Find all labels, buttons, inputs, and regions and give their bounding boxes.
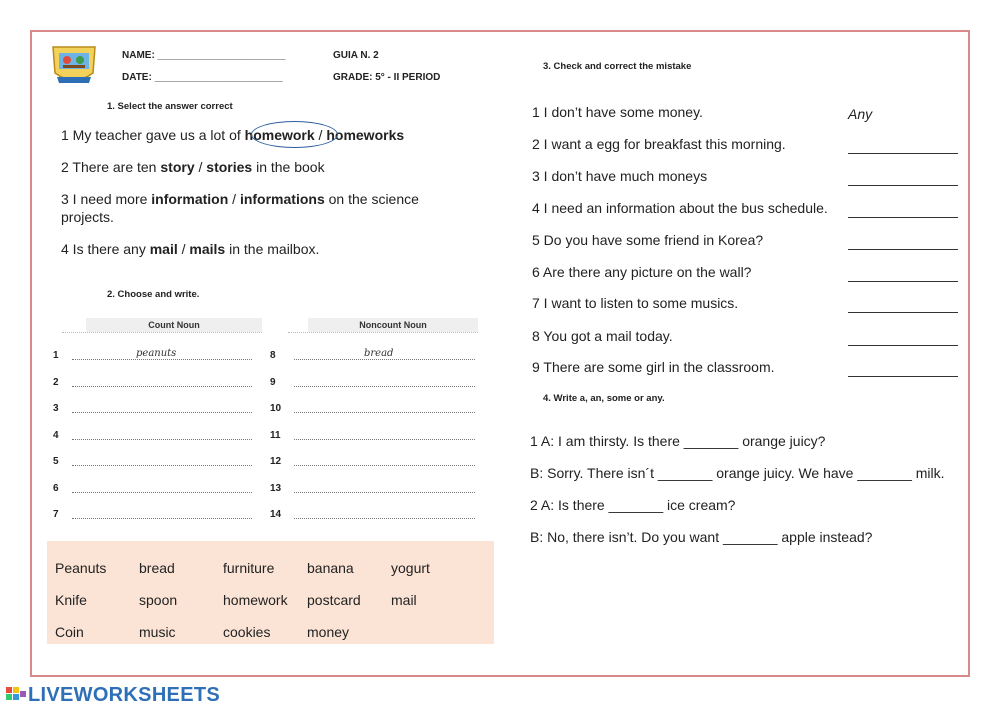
count-noun-answer-line[interactable] (72, 492, 252, 493)
count-row-number: 2 (53, 377, 59, 388)
section1-title: 1. Select the answer correct (107, 101, 233, 112)
count-noun-answer-line[interactable] (72, 465, 252, 466)
correction-answer-line[interactable] (848, 376, 958, 377)
word-bank-item: yogurt (391, 560, 430, 576)
question-4: 4 Is there any mail / mails in the mailbox. (61, 241, 320, 257)
section3-title: 3. Check and correct the mistake (543, 61, 692, 72)
noncount-noun-answer-line[interactable] (294, 518, 475, 519)
liveworksheets-icon (6, 687, 28, 703)
grade-label: GRADE: 5° - II PERIOD (333, 72, 441, 83)
word-bank-item: money (307, 624, 350, 640)
section4-title: 4. Write a, an, some or any. (543, 393, 665, 404)
count-header-rule (62, 332, 262, 333)
correction-answer-line[interactable] (848, 217, 958, 218)
noncount-noun-answer-line[interactable] (294, 492, 475, 493)
word-bank-item: spoon (139, 592, 178, 608)
count-row-number: 1 (53, 350, 59, 361)
word-bank-item: postcard (307, 592, 361, 608)
name-field: NAME: _______________________ (122, 50, 286, 61)
noncount-row-number: 8 (270, 350, 276, 361)
noncount-row-number: 13 (270, 483, 282, 494)
word-bank-item: homework (223, 592, 288, 608)
word-bank-item: bread (139, 560, 175, 576)
correction-answer-line[interactable] (848, 345, 958, 346)
dialogue-line-2[interactable]: B: Sorry. There isn´t _______ orange juicy. We have _______ milk. (530, 465, 945, 481)
count-noun-answer-line[interactable] (72, 386, 252, 387)
word-bank-item: Coin (55, 624, 84, 640)
liveworksheets-logo (6, 684, 220, 707)
option-informations[interactable]: informations (239, 191, 325, 207)
noncount-row-number: 12 (270, 456, 282, 467)
word-bank-item: mail (391, 592, 417, 608)
noncount-noun-answer-line[interactable] (294, 386, 475, 387)
noncount-header-rule (288, 332, 478, 333)
mistake-sentence: 2 I want a egg for breakfast this morning. (532, 136, 786, 152)
word-bank-item: cookies (223, 624, 271, 640)
word-bank-item: music (139, 624, 176, 640)
correction-answer-line[interactable] (848, 153, 958, 154)
option-information[interactable]: information (151, 191, 229, 207)
correction-answer-line[interactable] (848, 281, 958, 282)
mistake-sentence: 7 I want to listen to some musics. (532, 295, 739, 311)
mistake-sentence: 8 You got a mail today. (532, 328, 673, 344)
noncount-noun-header: Noncount Noun (308, 318, 478, 332)
handwritten-bread: bread (364, 348, 394, 359)
noncount-row-number: 11 (270, 430, 281, 441)
option-story[interactable]: story (160, 159, 195, 175)
mistake-sentence: 4 I need an information about the bus schedule. (532, 200, 828, 216)
count-noun-header: Count Noun (86, 318, 262, 332)
question-1: 1 My teacher gave us a lot of homework / homeworks (61, 127, 405, 143)
selection-circle (251, 121, 338, 148)
question-3: 3 I need more information / informations on the science (61, 191, 419, 207)
count-row-number: 7 (53, 509, 59, 520)
noncount-noun-answer-line[interactable] (294, 359, 475, 360)
word-bank-item: Peanuts (55, 560, 107, 576)
word-bank-item: furniture (223, 560, 275, 576)
word-bank-item: Knife (55, 592, 87, 608)
guia-number: GUIA N. 2 (333, 50, 379, 61)
noncount-noun-answer-line[interactable] (294, 465, 475, 466)
mistake-sentence: 6 Are there any picture on the wall? (532, 264, 752, 280)
option-homeworks[interactable]: homeworks (326, 127, 405, 143)
question-2: 2 There are ten story / stories in the book (61, 159, 325, 175)
mistake-sentence: 1 I don’t have some money. (532, 104, 703, 120)
date-field: DATE: _______________________ (122, 72, 283, 83)
noncount-noun-answer-line[interactable] (294, 439, 475, 440)
option-homework[interactable]: homework (244, 127, 315, 143)
option-mail[interactable]: mail (149, 241, 178, 257)
count-noun-answer-line[interactable] (72, 518, 252, 519)
option-stories[interactable]: stories (206, 159, 253, 175)
count-row-number: 4 (53, 430, 59, 441)
handwritten-peanuts: peanuts (136, 348, 177, 359)
mistake-sentence: 3 I don’t have much moneys (532, 168, 708, 184)
noncount-row-number: 9 (270, 377, 276, 388)
count-noun-answer-line[interactable] (72, 412, 252, 413)
correction-answer-line[interactable] (848, 249, 958, 250)
option-mails[interactable]: mails (189, 241, 226, 257)
school-logo (49, 41, 99, 89)
count-row-number: 5 (53, 456, 59, 467)
mistake-sentence: 9 There are some girl in the classroom. (532, 359, 775, 375)
mistake-sentence: 5 Do you have some friend in Korea? (532, 232, 764, 248)
count-row-number: 3 (53, 403, 59, 414)
dialogue-line-4[interactable]: B: No, there isn’t. Do you want _______ apple instead? (530, 529, 873, 545)
word-bank-item: banana (307, 560, 354, 576)
dialogue-line-1[interactable]: 1 A: I am thirsty. Is there _______ orange juicy? (530, 433, 826, 449)
dialogue-line-3[interactable]: 2 A: Is there _______ ice cream? (530, 497, 736, 513)
section2-title: 2. Choose and write. (107, 289, 200, 300)
correction-answer-line[interactable] (848, 185, 958, 186)
liveworksheets-brand: LIVEWORKSHEETS (28, 684, 220, 706)
noncount-row-number: 10 (270, 403, 282, 414)
question-3-line2: projects. (61, 209, 114, 225)
answer-any: Any (848, 106, 873, 122)
count-row-number: 6 (53, 483, 59, 494)
correction-answer-line[interactable] (848, 312, 958, 313)
noncount-noun-answer-line[interactable] (294, 412, 475, 413)
noncount-row-number: 14 (270, 509, 282, 520)
count-noun-answer-line[interactable] (72, 439, 252, 440)
count-noun-answer-line[interactable] (72, 359, 252, 360)
